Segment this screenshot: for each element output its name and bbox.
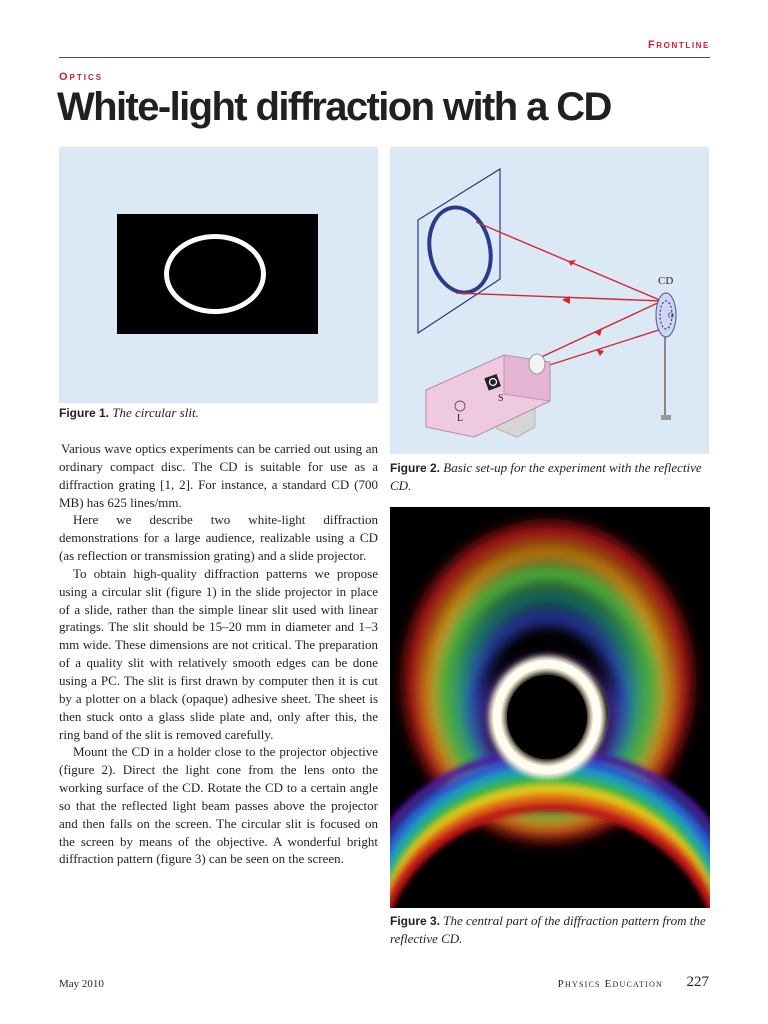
cd-stand-base <box>661 415 671 420</box>
label-o: O <box>668 311 674 320</box>
slide-black-sheet <box>117 214 318 334</box>
figure-2-caption-text: Basic set-up for the experiment with the reflective CD. <box>390 460 702 493</box>
diffraction-pattern-photo <box>390 507 710 908</box>
figure-1-label: Figure 1. <box>59 406 110 420</box>
footer-journal: Physics Education <box>557 978 663 990</box>
figure-1-panel <box>59 147 378 403</box>
article-title: White-light diffraction with a CD <box>57 85 611 129</box>
kicker: Optics <box>59 71 104 83</box>
header-rule <box>59 57 710 58</box>
projector-lens <box>529 354 545 374</box>
figure-1-caption-text: The circular slit. <box>112 405 199 420</box>
page-number: 227 <box>686 974 709 990</box>
diffraction-pattern-image <box>390 507 710 908</box>
circular-slit-ring <box>164 234 266 314</box>
label-cd: CD <box>658 275 674 287</box>
label-s: S <box>498 393 504 404</box>
body-paragraph: Mount the CD in a holder close to the projector objective (figure 2). Direct the light cone from the lens onto the working surface of the CD. Rotate the CD to a certain angle so that the reflected light beam passes above the projector and then falls on the screen. The circular slit is focused on the screen by means of the objective. A wonderful bright diffraction pattern (figure 3) can be seen on the screen. <box>59 744 378 867</box>
footer-date: May 2010 <box>59 978 104 990</box>
figure-2-label: Figure 2. <box>390 461 441 475</box>
figure-2-caption <box>390 459 710 494</box>
body-paragraph: Various wave optics experiments can be carried out using an ordinary compact disc. The CD is suitable for use as a diffraction grating [1, 2]. For instance, a standard CD (700 MB) has 625 lines/mm. <box>59 441 378 510</box>
figure-3-caption-text: The central part of the diffraction pattern from the reflective CD. <box>390 913 706 946</box>
label-l: L <box>457 413 464 424</box>
figure-3-label: Figure 3. <box>390 914 441 928</box>
projected-ring <box>422 202 499 299</box>
figure-2-panel <box>390 147 709 454</box>
body-paragraph: To obtain high-quality diffraction patterns we propose using a circular slit (figure 1) in the slide projector in place of a slide, rather than the simple linear slit used with linear gratings. The slit should be 15–20 mm in diameter and 1–3 mm wide. These dimensions are not critical. The preparation of a quality slit with relatively smooth edges can be done using a PC. The slit is first drawn by computer then it is cut by a plotter on a black (opaque) adhesive sheet. The sheet is then stuck onto a glass slide plate and, only after this, the ring band of the slit is removed carefully. <box>59 565 378 742</box>
article-body <box>59 440 378 868</box>
setup-diagram <box>390 147 709 454</box>
section-label: Frontline <box>647 39 710 51</box>
body-paragraph: Here we describe two white-light diffraction demonstrations for a large audience, realizable using a CD (as reflection or transmission grating) and a slide projector. <box>59 512 378 564</box>
figure-1-caption <box>59 404 379 422</box>
figure-3-caption <box>390 912 710 947</box>
